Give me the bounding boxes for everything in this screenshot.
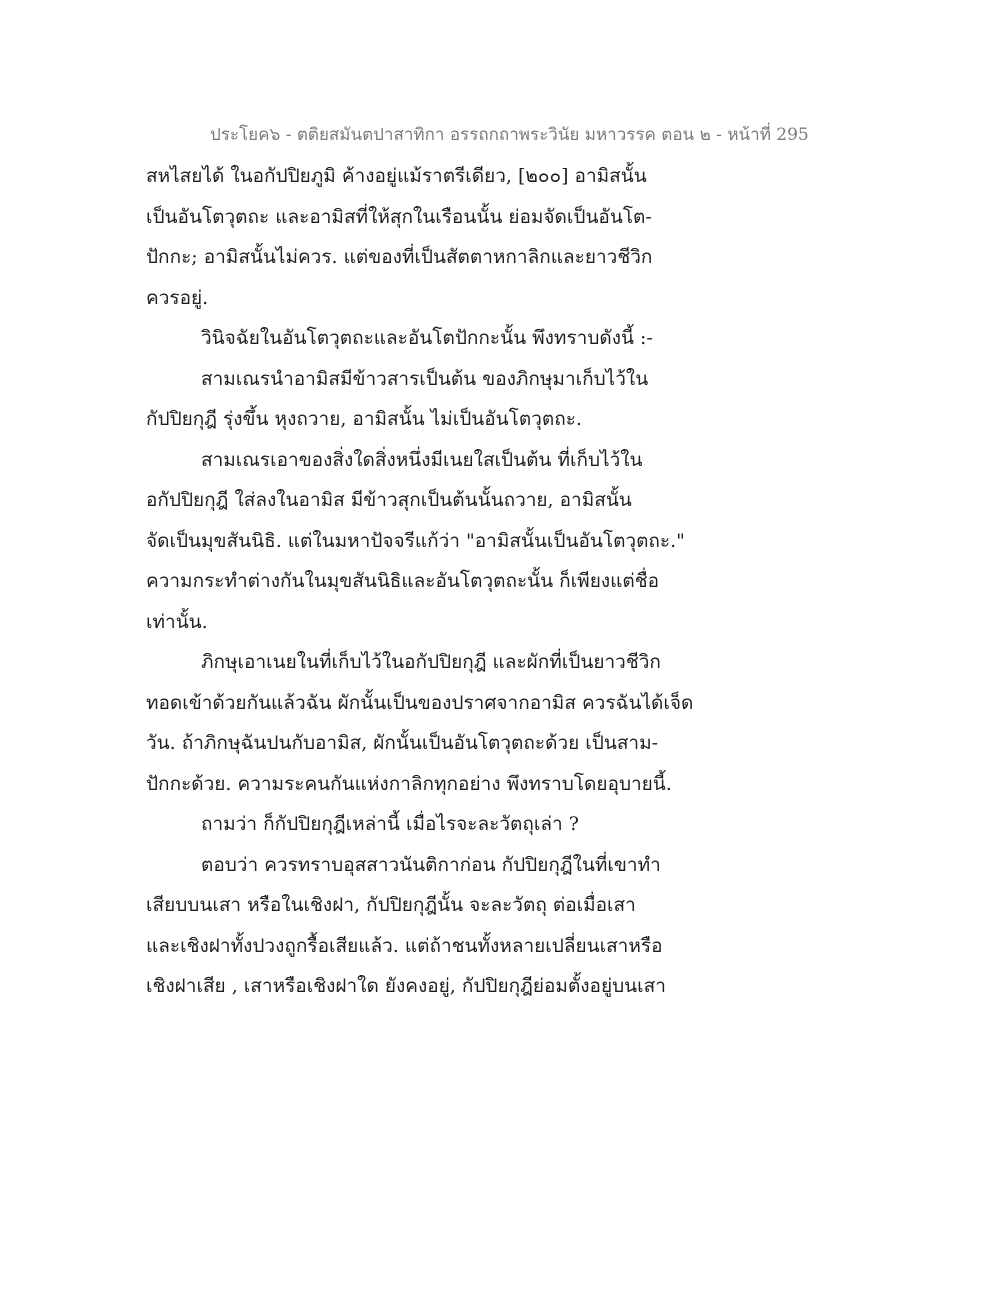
text-line: ตอบว่า ควรทราบอุสสาวนันติกาก่อน กัปปิยกุฎีในที่เขาทำ bbox=[201, 853, 661, 876]
text-line: จัดเป็นมุขสันนิธิ. แต่ในมหาปัจจรีแก้ว่า "อามิสนั้นเป็นอันโตวุตถะ." bbox=[146, 529, 685, 552]
text-line: และเชิงฝาทั้งปวงถูกรื้อเสียแล้ว. แต่ถ้าชนทั้งหลายเปลี่ยนเสาหรือ bbox=[146, 934, 663, 957]
text-line: สหไสยได้ ในอกัปปิยภูมิ ค้างอยู่แม้ราตรีเดียว, [๒๐๐] อามิสนั้น bbox=[146, 165, 647, 187]
text-line: ถามว่า ก็กัปปิยกุฎีเหล่านี้ เมื่อไรจะละวัตถุเล่า ? bbox=[201, 813, 579, 835]
text-line: เป็นอันโตวุตถะ และอามิสที่ให้สุกในเรือนนั้น ย่อมจัดเป็นอันโต- bbox=[146, 205, 652, 228]
text-line: ปักกะด้วย. ความระคนกันแห่งกาลิกทุกอย่าง พึงทราบโดยอุบายนี้. bbox=[146, 772, 672, 795]
body-text bbox=[146, 156, 706, 1007]
text-line: ทอดเข้าด้วยกันแล้วฉัน ผักนั้นเป็นของปราศจากอามิส ควรฉันได้เจ็ด bbox=[146, 691, 694, 714]
page-header: ประโยค๖ - ตติยสมันตปาสาทิกา อรรถกถาพระวินัย มหาวรรค ตอน ๒ - หน้าที่ 295 bbox=[210, 125, 809, 145]
text-line: อกัปปิยกุฎี ใส่ลงในอามิส มีข้าวสุกเป็นต้นนั้นถวาย, อามิสนั้น bbox=[146, 489, 632, 511]
text-line: ควรอยู่. bbox=[146, 286, 209, 309]
text-line: ปักกะ; อามิสนั้นไม่ควร. แต่ของที่เป็นสัตตาหกาลิกและยาวชีวิก bbox=[146, 246, 653, 268]
text-line: ภิกษุเอาเนยในที่เก็บไว้ในอกัปปิยกุฎี และผักที่เป็นยาวชีวิก bbox=[201, 651, 661, 673]
text-line: ความกระทำต่างกันในมุขสันนิธิและอันโตวุตถะนั้น ก็เพียงแต่ชื่อ bbox=[146, 570, 659, 592]
text-line: วัน. ถ้าภิกษุฉันปนกับอามิส, ผักนั้นเป็นอันโตวุตถะด้วย เป็นสาม- bbox=[146, 732, 659, 754]
text-line: เท่านั้น. bbox=[146, 610, 208, 633]
text-line: เสียบบนเสา หรือในเชิงฝา, กัปปิยกุฎีนั้น จะละวัตถุ ต่อเมื่อเสา bbox=[146, 894, 636, 916]
text-line: สามเณรนำอามิสมีข้าวสารเป็นต้น ของภิกษุมาเก็บไว้ใน bbox=[201, 367, 649, 390]
text-line: กัปปิยกุฎี รุ่งขึ้น หุงถวาย, อามิสนั้น ไม่เป็นอันโตวุตถะ. bbox=[146, 408, 582, 430]
text-line: สามเณรเอาของสิ่งใดสิ่งหนึ่งมีเนยใสเป็นต้น ที่เก็บไว้ใน bbox=[201, 448, 643, 471]
text-line: วินิจฉัยในอันโตวุตถะและอันโตปักกะนั้น พึงทราบดังนี้ :- bbox=[201, 327, 653, 349]
text-line: เชิงฝาเสีย , เสาหรือเชิงฝาใด ยังคงอยู่, กัปปิยกุฎีย่อมตั้งอยู่บนเสา bbox=[146, 975, 666, 997]
